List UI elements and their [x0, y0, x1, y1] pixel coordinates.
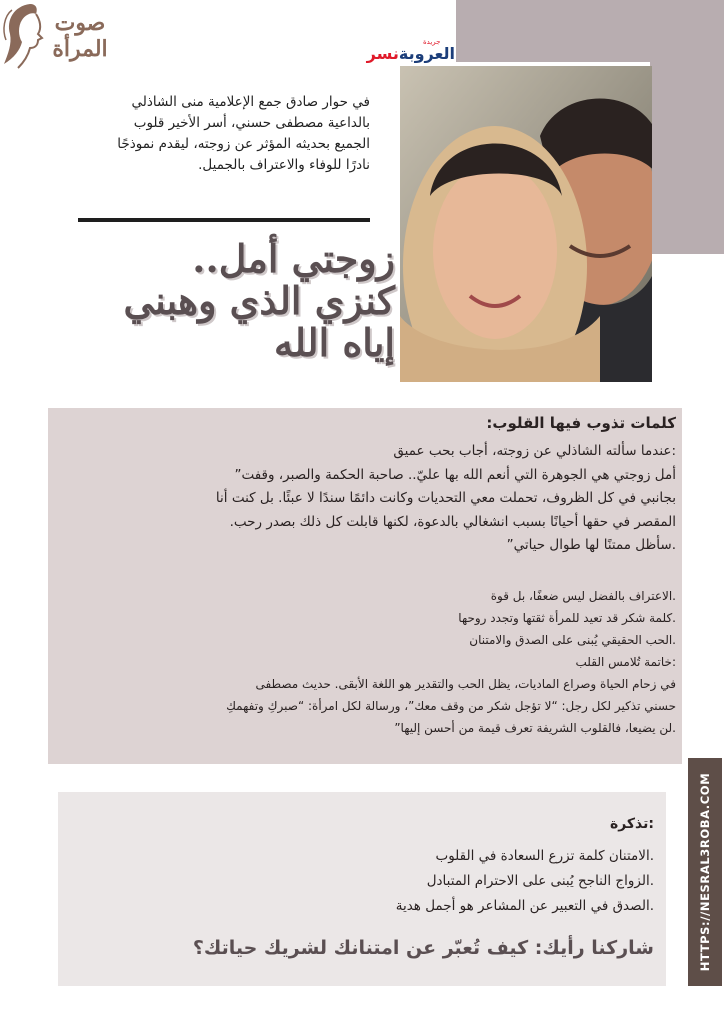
brand-name-part-a: نسر [366, 44, 399, 63]
logo-line-2: المرأة [52, 36, 108, 62]
reminder-list [70, 844, 654, 919]
headline-line-1: زوجتي أمل.. [192, 236, 395, 281]
intro-paragraph [80, 92, 370, 176]
divider [78, 218, 370, 222]
intro-line: في حوار صادق جمع الإعلامية منى الشاذلي [131, 94, 370, 110]
quote-body [62, 440, 676, 558]
headline-line-3: إياه الله [274, 320, 395, 365]
reminder-question: شاركنا رأيك: كيف تُعبّر عن امتنانك لشريك حياتك؟ [192, 937, 654, 959]
point-line: حسني تذكير لكل رجل: “لا تؤجل شكر من وقف معك”، ورسالة لكل امرأة: “صبركِ وتفهمكِ [226, 699, 676, 713]
brand-label: جريدة [423, 38, 441, 46]
quote-line: المقصر في حقها أحيانًا بسبب انشغالي بالدعوة، لكنها قابلت كل ذلك بصدر رحب. [229, 513, 676, 530]
headline-line-2: كنزي الذي وهبني [123, 278, 395, 323]
reminder-item: .الزواج الناجح يُبنى على الاحترام المتبادل [426, 873, 654, 889]
quote-line: .سأظل ممتنًا لها طوال حياتي” [506, 537, 676, 553]
intro-line: نادرًا للوفاء والاعتراف بالجميل. [198, 157, 370, 173]
quote-points [62, 585, 676, 739]
reminder-item: .الصدق في التعبير عن المشاعر هو أجمل هدية [395, 898, 654, 914]
logo-line-1: صوت [54, 10, 106, 36]
point-line: .الحب الحقيقي يُبنى على الصدق والامتنان [469, 633, 676, 647]
brand-name-part-b: العروبة [398, 44, 455, 63]
logo-text [40, 10, 120, 62]
brand-name [367, 44, 455, 63]
brand-logo [365, 38, 455, 66]
website-link[interactable]: HTTPS://NESRAL3ROBA.COM [698, 772, 712, 972]
reminder-item: .الامتنان كلمة تزرع السعادة في القلوب [435, 848, 654, 864]
point-line: .كلمة شكر قد تعيد للمرأة ثقتها وتجدد روحها [458, 611, 676, 625]
quote-line: بجانبي في كل الظروف، تحملت معي التحديات وكانت دائمًا سندًا لا عبئًا. بل كنت أنا [215, 490, 676, 506]
point-line: :خاتمة تُلامس القلب [575, 655, 676, 669]
point-line: في زحام الحياة وصراع الماديات، يظل الحب والتقدير هو اللغة الأبقى. حديث مصطفى [255, 677, 676, 691]
quote-line: :عندما سألته الشاذلي عن زوجته، أجاب بحب عميق [393, 443, 676, 459]
intro-line: الجميع بحديثه المؤثر عن زوجته، ليقدم نموذجًا [117, 136, 370, 152]
quote-line: أمل زوجتي هي الجوهرة التي أنعم الله بها عليّ.. صاحبة الحكمة والصبر، وقفت” [234, 466, 676, 483]
headline [20, 238, 395, 364]
point-line: .لن يضيعا، فالقلوب الشريفة تعرف قيمة من أحسن إليها” [394, 721, 676, 735]
url-strip[interactable] [688, 758, 722, 986]
quote-title: كلمات تذوب فيها القلوب: [486, 414, 676, 432]
side-band [650, 62, 724, 254]
reminder-title: :تذكرة [609, 816, 654, 832]
point-line: .الاعتراف بالفضل ليس ضعفًا، بل قوة [490, 589, 676, 603]
intro-line: بالداعية مصطفى حسني، أسر الأخير قلوب [133, 115, 370, 131]
header-band [456, 0, 724, 62]
couple-photo [400, 66, 652, 382]
